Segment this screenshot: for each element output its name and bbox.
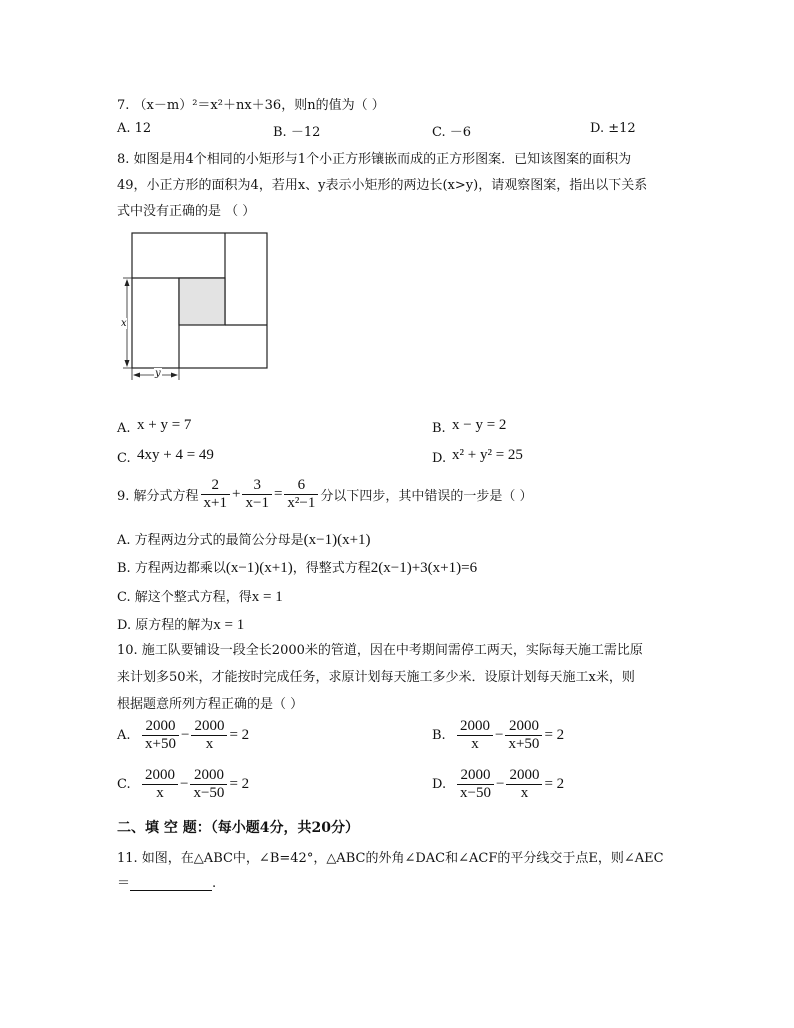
q8-figure-x-label: x bbox=[121, 318, 127, 329]
q9-suffix: 分以下四步，其中错误的一步是（ ） bbox=[320, 489, 533, 504]
q8-option-b-expr: x − y = 2 bbox=[452, 417, 507, 433]
q10-option-b: B. $\frac{2000}{x}$ − $\frac{2000}{x+50}$ = 2 bbox=[432, 718, 565, 752]
q7-option-d: D. ±12 bbox=[590, 121, 636, 136]
q10-line1: 10. 施工队要铺设一段全长2000米的管道，因在中考期间需停工两天，实际每天施工需比原 bbox=[117, 643, 643, 658]
q7-option-c: C. －6 bbox=[432, 125, 472, 140]
q11-line1: 11. 如图，在△ABC中，∠B=42°，△ABC的外角∠DAC和∠ACF的平分线交于点E，则∠AEC bbox=[117, 851, 664, 866]
q10-option-d: D. $\frac{2000}{x-50}$ − $\frac{2000}{x}$ = 2 bbox=[432, 767, 565, 801]
q9-option-d: D. 原方程的解为x = 1 bbox=[117, 617, 245, 633]
q10-option-a: A. $\frac{2000}{x+50}$ − $\frac{2000}{x}$ = 2 bbox=[117, 718, 250, 752]
q10-line2: 来计划多50米，才能按时完成任务，求原计划每天施工多少米．设原计划每天施工x米，则 bbox=[117, 670, 635, 685]
q8-line3: 式中没有正确的是 （ ） bbox=[117, 204, 256, 219]
q8-option-d-expr: x² + y² = 25 bbox=[452, 447, 523, 463]
q8-figure-y-label: y bbox=[155, 368, 161, 379]
q8-option-c-expr: 4xy + 4 = 49 bbox=[137, 447, 214, 463]
q10-option-c: C. $\frac{2000}{x}$ − $\frac{2000}{x-50}$ = 2 bbox=[117, 767, 250, 801]
section-2-title: 二、填 空 题：（每小题4分，共20分） bbox=[117, 820, 359, 836]
q9-option-b: B. 方程两边都乘以(x−1)(x+1)，得整式方程2(x−1)+3(x+1)=6 bbox=[117, 560, 478, 576]
q10-line3: 根据题意所列方程正确的是（ ） bbox=[117, 697, 304, 712]
q11-answer-blank[interactable] bbox=[130, 876, 212, 891]
q7-stem: 7. （x－m）²＝x²＋nx＋36，则n的值为（ ） bbox=[117, 98, 385, 113]
q8-line2: 49，小正方形的面积为4，若用x、y表示小矩形的两边长(x>y)，请观察图案，指出以下关系 bbox=[117, 178, 648, 193]
q7-option-a: A. 12 bbox=[117, 121, 152, 136]
q9-option-c: C. 解这个整式方程，得x = 1 bbox=[117, 589, 283, 605]
q8-option-d-label: D. bbox=[432, 451, 447, 466]
q9-fraction-1: $\frac{2}{x+1}$ bbox=[201, 477, 230, 512]
q8-option-b-label: B. bbox=[432, 421, 446, 436]
q9-prefix: 9. 解分式方程 bbox=[117, 489, 199, 504]
q9-stem bbox=[117, 477, 533, 512]
q8-line1: 8. 如图是用4个相同的小矩形与1个小正方形镶嵌而成的正方形图案．已知该图案的面积为 bbox=[117, 152, 632, 167]
q8-option-a-expr: x + y = 7 bbox=[137, 417, 192, 433]
q9-fraction-3: $\frac{6}{\text{x²−1}}$ bbox=[284, 477, 318, 512]
q7-option-b: B. －12 bbox=[273, 125, 321, 140]
q11-line2: ＝ . bbox=[117, 876, 217, 891]
q9-fraction-2: $\frac{3}{x-1}$ bbox=[242, 477, 271, 512]
q9-plus: + bbox=[232, 486, 241, 502]
q8-small-square bbox=[179, 278, 225, 325]
q8-option-a-label: A. bbox=[117, 421, 131, 436]
q9-option-a: A. 方程两边分式的最简公分母是(x−1)(x+1) bbox=[117, 532, 371, 548]
q8-option-c-label: C. bbox=[117, 451, 131, 466]
q8-figure bbox=[118, 228, 273, 388]
q9-equals: = bbox=[273, 486, 283, 502]
